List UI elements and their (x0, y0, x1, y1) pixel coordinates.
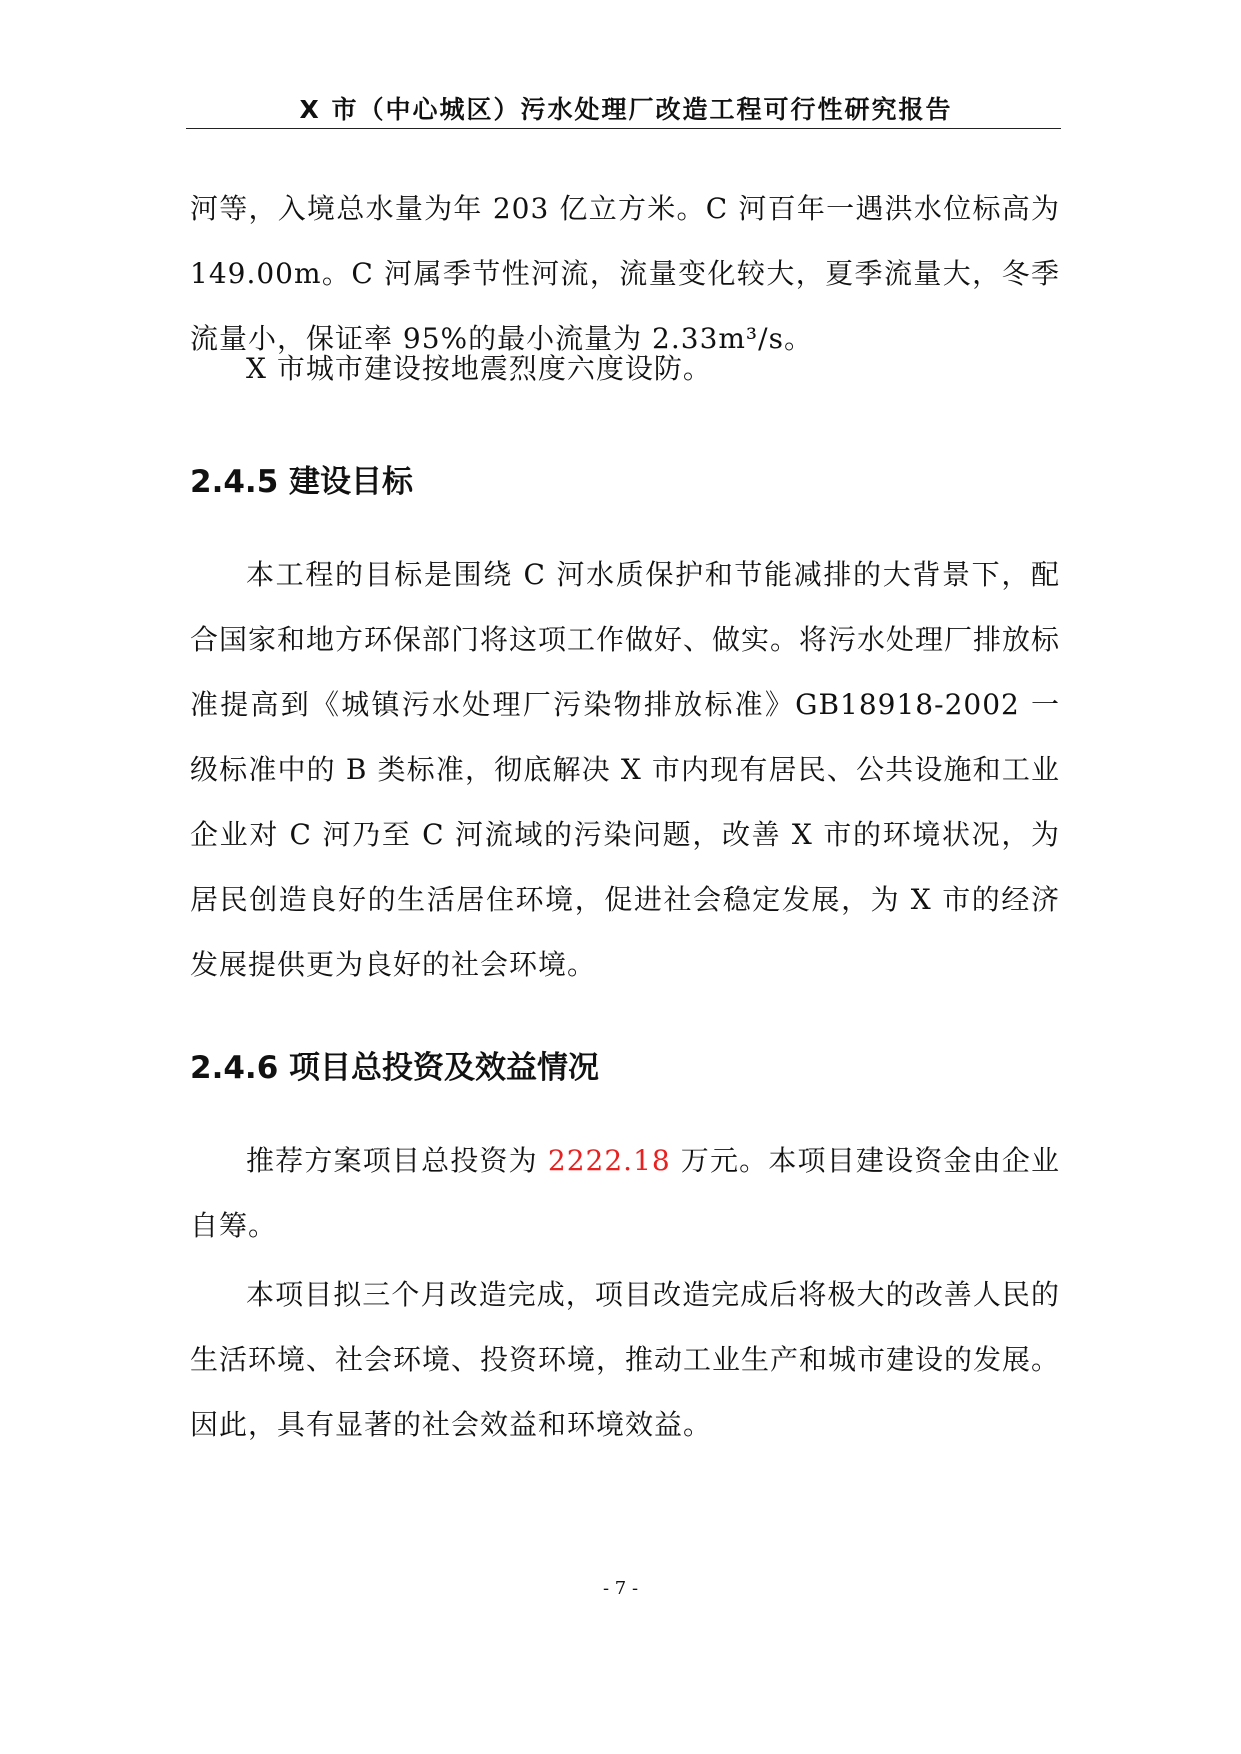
running-header: X 市（中心城区）污水处理厂改造工程可行性研究报告 (299, 95, 953, 124)
paragraph-seismic: X 市城市建设按地震烈度六度设防。 (246, 352, 712, 385)
investment-amount: 2222.18 (547, 1144, 671, 1177)
investment-text-after: 万元。本项目建设资金由企业自筹。 (190, 1144, 1060, 1242)
paragraph-investment (190, 1128, 1060, 1258)
investment-text-before: 推荐方案项目总投资为 (246, 1144, 548, 1177)
paragraph-benefits: 本项目拟三个月改造完成，项目改造完成后将极大的改善人民的生活环境、社会环境、投资环境，推动工业生产和城市建设的发展。因此，具有显著的社会效益和环境效益。 (190, 1278, 1061, 1441)
heading-investment-benefits: 2.4.6 项目总投资及效益情况 (190, 1050, 600, 1086)
page-number: - 7 - (602, 1578, 639, 1599)
header-divider (186, 128, 1061, 129)
paragraph-construction-goals: 本工程的目标是围绕 C 河水质保护和节能减排的大背景下，配合国家和地方环保部门将这项工作做好、做实。将污水处理厂排放标准提高到《城镇污水处理厂污染物排放标准》GB18918-2002 一级标准中的 B 类标准，彻底解决 X 市内现有居民、公共设施和工业企业对 C 河乃至 C 河流域的污染问题，改善 X 市的环境状况，为居民创造良好的生活居住环境，促进社会稳定发展，为 X 市的经济发展提供更为良好的社会环境。 (190, 558, 1061, 981)
heading-construction-goals: 2.4.5 建设目标 (190, 464, 414, 500)
paragraph-river-flow: 河等，入境总水量为年 203 亿立方米。C 河百年一遇洪水位标高为 149.00m。C 河属季节性河流，流量变化较大，夏季流量大，冬季流量小，保证率 95%的最小流量为 2.33m³/s。 (190, 192, 1060, 355)
